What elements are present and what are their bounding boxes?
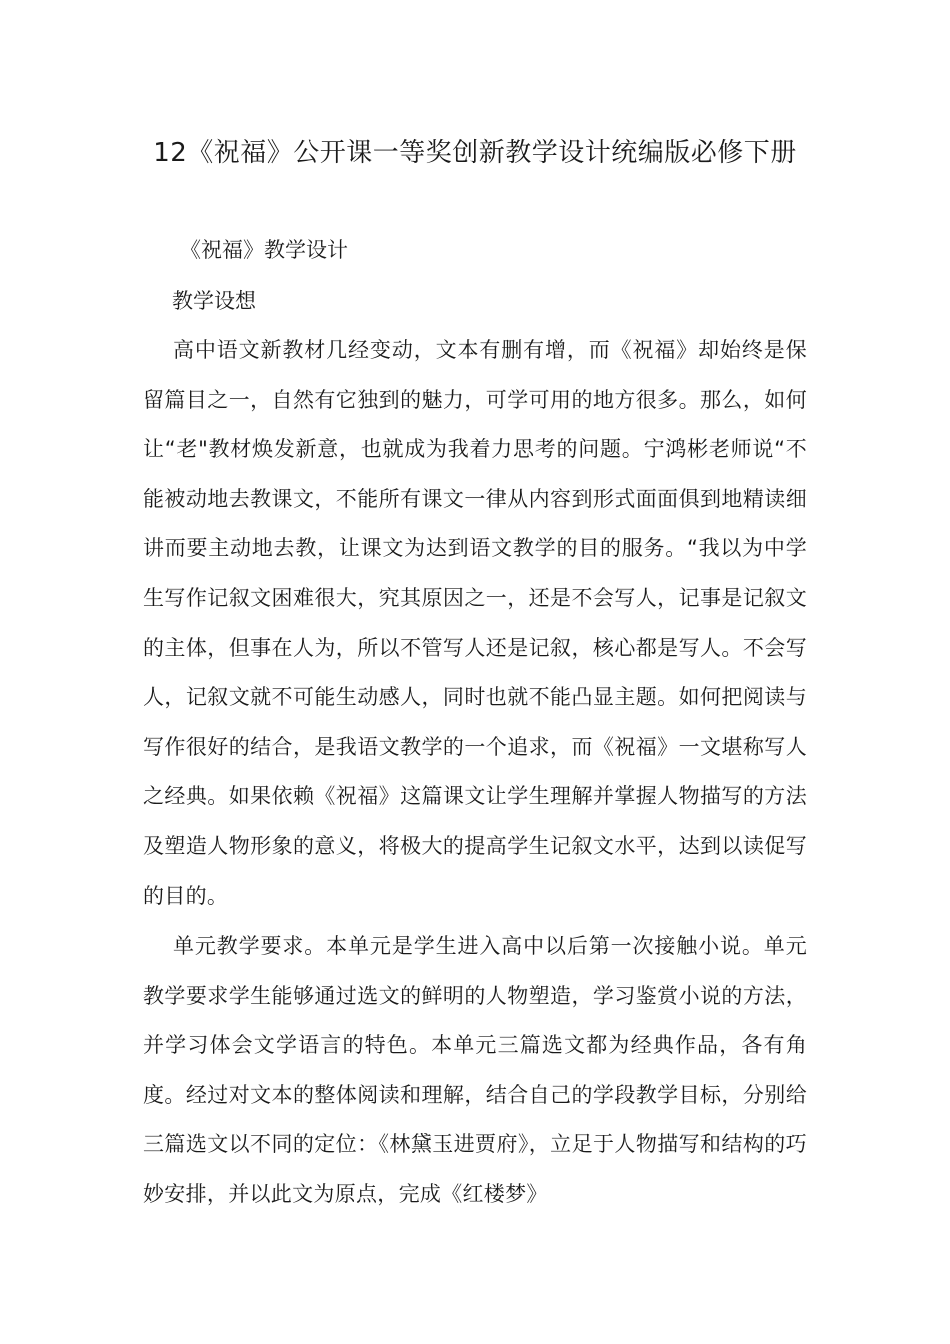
- section-heading: 教学设想: [172, 289, 256, 313]
- body-paragraph: 单元教学要求。本单元是学生进入高中以后第一次接触小说。单元教学要求学生能够通过选文的鲜明的人物塑造，学习鉴赏小说的方法，并学习体会文学语言的特色。本单元三篇选文都为经典作品，各有角度。经过对文本的整体阅读和理解，结合自己的学段教学目标，分别给三篇选文以不同的定位：《林黛玉进贾府》，立足于人物描写和结构的巧妙安排，并以此文为原点，完成《红楼梦》: [143, 934, 807, 1206]
- document-subtitle: 《祝福》教学设计: [180, 238, 348, 262]
- body-paragraph: 高中语文新教材几经变动，文本有删有增，而《祝福》却始终是保留篇目之一，自然有它独到的魅力，可学可用的地方很多。那么，如何让“老"教材焕发新意，也就成为我着力思考的问题。宁鸿彬老师说“不能被动地去教课文，不能所有课文一律从内容到形式面面俱到地精读细讲而要主动地去教，让课文为达到语文教学的目的服务。“我以为中学生写作记叙文困难很大，究其原因之一，还是不会写人，记事是记叙文的主体，但事在人为，所以不管写人还是记叙，核心都是写人。不会写人，记叙文就不可能生动感人，同时也就不能凸显主题。如何把阅读与写作很好的结合，是我语文教学的一个追求，而《祝福》一文堪称写人之经典。如果依赖《祝福》这篇课文让学生理解并掌握人物描写的方法及塑造人物形象的意义，将极大的提高学生记叙文水平，达到以读促写的目的。: [143, 338, 807, 908]
- document-title: 12《祝福》公开课一等奖创新教学设计统编版必修下册: [153, 138, 797, 168]
